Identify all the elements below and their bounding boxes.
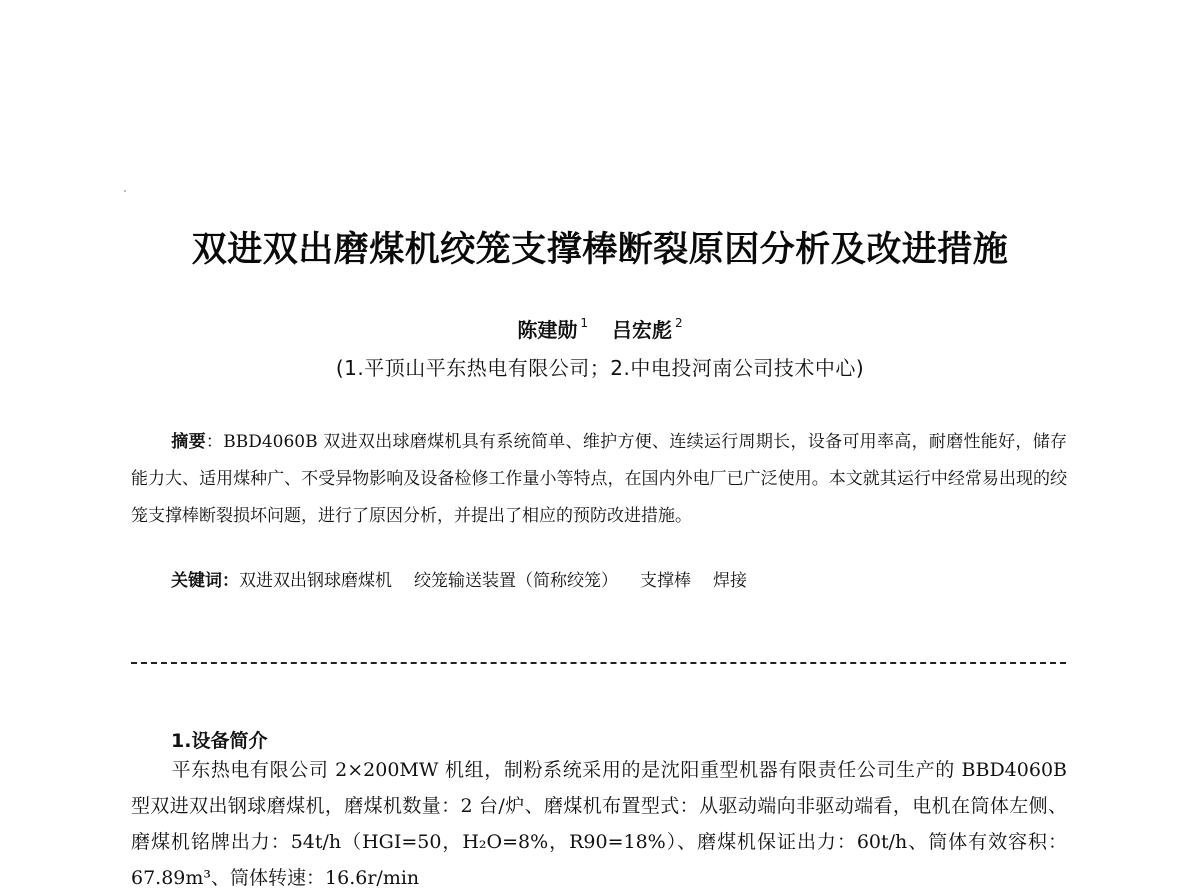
- scan-speck: [124, 190, 126, 192]
- section-heading: 1.设备简介: [171, 730, 268, 752]
- abstract-label: 摘要: [171, 432, 206, 452]
- keyword-item: 双进双出钢球磨煤机: [239, 571, 392, 591]
- author-affil-mark: 2: [675, 316, 683, 331]
- keywords-separator: ：: [222, 571, 239, 591]
- keyword-item: 支撑棒: [640, 571, 691, 591]
- affiliation-line: (1.平顶山平东热电有限公司；2.中电投河南公司技术中心): [335, 356, 865, 380]
- author-affil-mark: 1: [580, 316, 588, 331]
- keyword-item: 绞笼输送装置（简称绞笼）: [414, 571, 618, 591]
- section-body: [131, 752, 1067, 896]
- section-body-text: 平东热电有限公司 2×200MW 机组，制粉系统采用的是沈阳重型机器有限责任公司生产的 BBD4060B 型双进双出钢球磨煤机，磨煤机数量：2 台/炉、磨煤机布置型式：从驱动端向非驱动端看，电机在筒体左侧、磨煤机铭牌出力：54t/h（HGI=50，H₂O=8%，R90=18%）、磨煤机保证出力：60t/h、筒体有效容积：67.89m³、筒体转速：16.6r/min: [131, 759, 1067, 889]
- keyword-item: 焊接: [713, 571, 747, 591]
- abstract-text: ：BBD4060B 双进双出球磨煤机具有系统简单、维护方便、连续运行周期长，设备可用率高，耐磨性能好，储存能力大、适用煤种广、不受异物影响及设备检修工作量小等特点，在国内外电厂已广泛使用。本文就其运行中经常易出现的绞笼支撑棒断裂损坏问题，进行了原因分析，并提出了相应的预防改进措施。: [131, 432, 1068, 526]
- author-name: 吕宏彪: [612, 318, 672, 342]
- section-divider: [131, 662, 1066, 664]
- author-line: [0, 314, 1200, 343]
- paper-title: 双进双出磨煤机绞笼支撑棒断裂原因分析及改进措施: [191, 230, 1009, 270]
- abstract: [131, 424, 1067, 535]
- keywords-label: 关键词: [171, 571, 222, 591]
- keywords: [171, 566, 769, 591]
- author-name: 陈建勋: [517, 318, 578, 342]
